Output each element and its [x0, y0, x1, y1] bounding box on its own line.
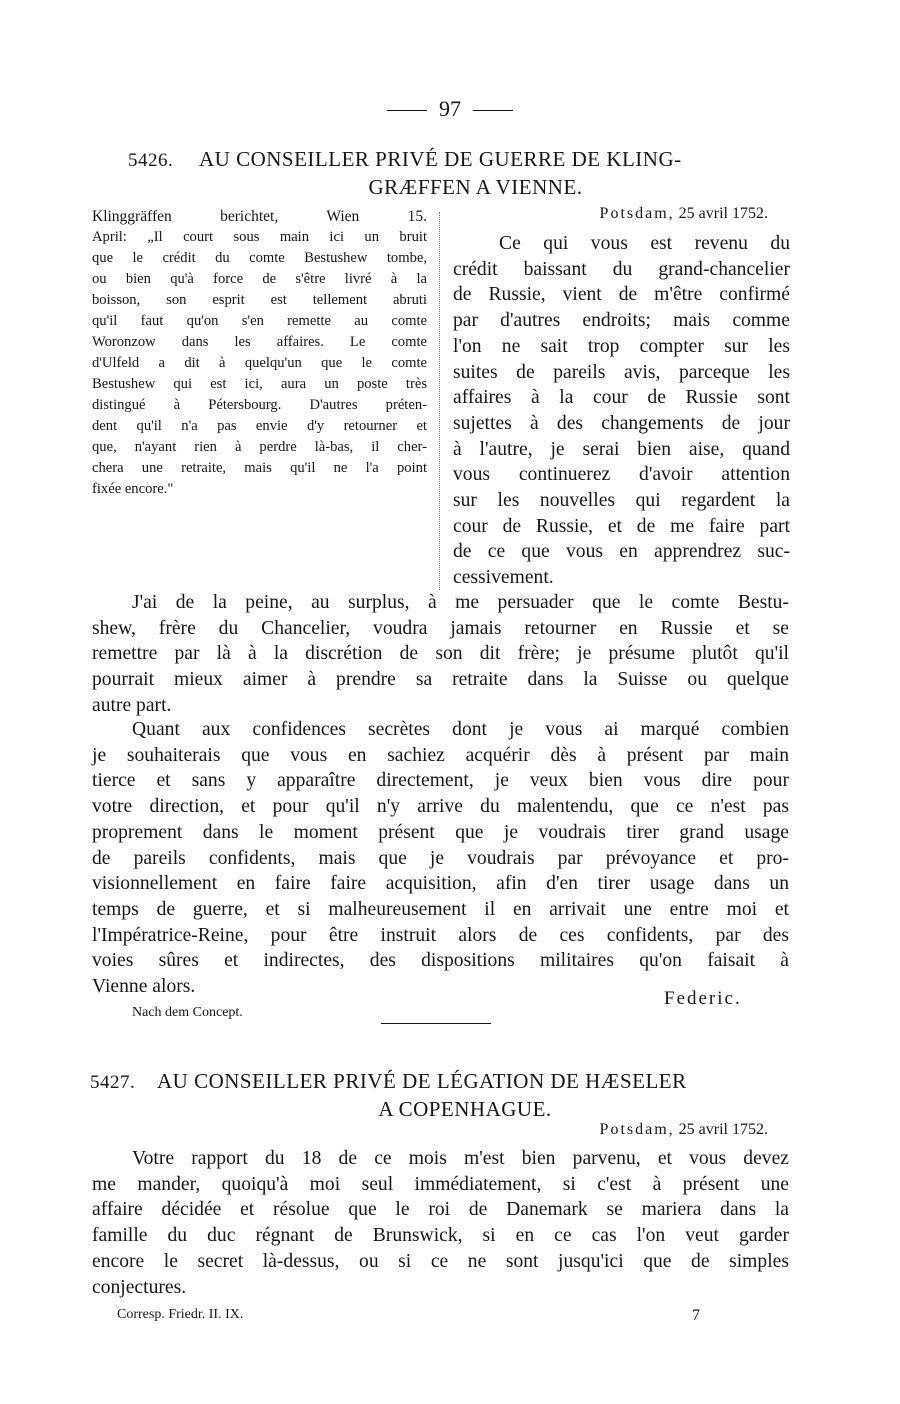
body-line: votre direction, et pour qu'il n'y arrive du malentendu, que ce n'est pas	[92, 796, 789, 818]
summary-line: ou bien qu'à force de s'être livré à la	[92, 271, 427, 287]
body-line: Vienne alors.	[92, 976, 196, 998]
running-head-dash-right	[473, 110, 513, 111]
dateline	[453, 205, 790, 223]
body-line: je souhaiterais que vous en sachiez acquérir dès à présent par main	[92, 744, 789, 766]
body-line: sujettes à des changements de jour	[453, 412, 790, 434]
source-note: Nach dem Concept.	[132, 1005, 243, 1020]
body-line: cour de Russie, et de me faire part	[453, 515, 790, 537]
body-line: proprement dans le moment présent que je voudrais tirer grand usage	[92, 821, 789, 843]
body-line: me mander, quoiqu'à moi seul immédiatement, si c'est à présent une	[92, 1173, 789, 1195]
body-line: de pareils confidents, mais que je voudrais par prévoyance et pro-	[92, 847, 789, 869]
letter-number: 5427.	[90, 1072, 136, 1093]
body-line: Votre rapport du 18 de ce mois m'est bien parvenu, et vous devez	[132, 1148, 789, 1169]
body-line: Ce qui vous est revenu du	[499, 233, 790, 254]
letter-5426-opening	[453, 231, 790, 591]
body-line: shew, frère du Chancelier, voudra jamais retourner en Russie et se	[92, 617, 789, 639]
body-line: tierce et sans y apparaître directement, je veux bien vous dire pour	[92, 770, 789, 792]
letter-title-line2: A COPENHAGUE.	[378, 1097, 552, 1121]
summary-line: chera une retraite, mais qu'il ne l'a point	[92, 460, 427, 476]
summary-line: April: „Il court sous main ici un bruit	[92, 229, 427, 245]
body-line: affaire décidée et résolue que le roi de Danemark se mariera dans la	[92, 1199, 789, 1221]
body-line: cessivement.	[453, 567, 554, 589]
letter-5426-heading	[128, 146, 768, 200]
summary-line: Woronzow dans les affaires. Le comte	[92, 334, 427, 350]
summary-line: distingué à Pétersbourg. D'autres préten-	[92, 397, 427, 413]
summary-line: dent qu'il n'a pas envie d'y retourner et	[92, 418, 427, 434]
signature: Federic.	[664, 988, 742, 1009]
letter-5426-paragraph-2	[92, 590, 789, 719]
body-line: l'Impératrice-Reine, pour être instruit alors de ces confidents, par des	[92, 924, 789, 946]
summary-line: fixée encore."	[92, 481, 174, 497]
body-line: crédit baissant du grand-chancelier	[453, 258, 790, 280]
body-line: l'on ne sait trop compter sur les	[453, 335, 790, 357]
body-line: de Russie, vient de m'être confirmé	[453, 284, 790, 306]
column-divider	[439, 212, 440, 590]
body-line: J'ai de la peine, au surplus, à me persuader que le comte Bestu-	[132, 592, 789, 613]
dateline	[453, 1121, 790, 1139]
dateline-place: Potsdam,	[599, 205, 675, 222]
summary-line: boisson, son esprit est tellement abruti	[92, 292, 427, 308]
body-line: temps de guerre, et si malheureusement il en arrivait une entre moi et	[92, 898, 789, 920]
body-line: remettre par là à la discrétion de son dit frère; je présume plutôt qu'il	[92, 643, 789, 665]
body-line: autre part.	[92, 694, 172, 716]
letter-5427-heading	[90, 1068, 790, 1122]
body-line: sur les nouvelles qui regardent la	[453, 490, 790, 512]
signature-mark: Corresp. Friedr. II. IX.	[117, 1307, 244, 1322]
running-head-dash-left	[387, 110, 427, 111]
letter-title-line2: GRÆFFEN A VIENNE.	[368, 175, 583, 199]
body-line: conjectures.	[92, 1276, 187, 1298]
letter-5427-paragraph-1	[92, 1146, 789, 1300]
summary-line: qu'il faut qu'on s'en remette au comte	[92, 313, 427, 329]
letter-5426-paragraph-3	[92, 717, 789, 1000]
body-line: voies sûres et indirectes, des dispositions militaires qu'on faisait à	[92, 950, 789, 972]
body-line: suites de pareils avis, parceque les	[453, 361, 790, 383]
body-line: pourrait mieux aimer à prendre sa retraite dans la Suisse ou quelque	[92, 669, 789, 691]
letter-number: 5426.	[128, 150, 174, 171]
running-head	[0, 96, 900, 122]
summary-line: Bestushew qui est ici, aura un poste très	[92, 376, 427, 392]
body-line: Quant aux confidences secrètes dont je vous ai marqué combien	[132, 719, 789, 740]
report-summary-column	[92, 206, 427, 500]
letter-title-line1: AU CONSEILLER PRIVÉ DE LÉGATION DE HÆSELER	[157, 1069, 687, 1093]
body-line: visionnellement en faire faire acquisition, afin d'en tirer usage dans un	[92, 873, 789, 895]
dateline-date: 25 avril 1752.	[678, 205, 768, 222]
body-line: de ce que vous en apprendrez suc-	[453, 541, 790, 563]
dateline-place: Potsdam,	[599, 1121, 675, 1138]
summary-line: d'Ulfeld a dit à quelqu'un que le comte	[92, 355, 427, 371]
sheet-number: 7	[692, 1307, 700, 1324]
page-number: 97	[439, 96, 461, 121]
dateline-date: 25 avril 1752.	[678, 1121, 768, 1138]
body-line: famille du duc régnant de Brunswick, si en ce cas l'on veut garder	[92, 1225, 789, 1247]
letter-title-line1: AU CONSEILLER PRIVÉ DE GUERRE DE KLING-	[199, 147, 682, 171]
body-line: par d'autres endroits; mais comme	[453, 310, 790, 332]
section-rule	[381, 1023, 491, 1024]
summary-line: que le crédit du comte Bestushew tombe,	[92, 250, 427, 266]
body-line: encore le secret là-dessus, ou si ce ne sont jusqu'ici que de simples	[92, 1250, 789, 1272]
body-line: vous continuerez d'avoir attention	[453, 464, 790, 486]
summary-line: Klinggräffen berichtet, Wien 15.	[92, 208, 427, 225]
body-line: à l'autre, je serai bien aise, quand	[453, 438, 790, 460]
body-line: affaires à la cour de Russie sont	[453, 387, 790, 409]
summary-line: que, n'ayant rien à perdre là-bas, il cher-	[92, 439, 427, 455]
